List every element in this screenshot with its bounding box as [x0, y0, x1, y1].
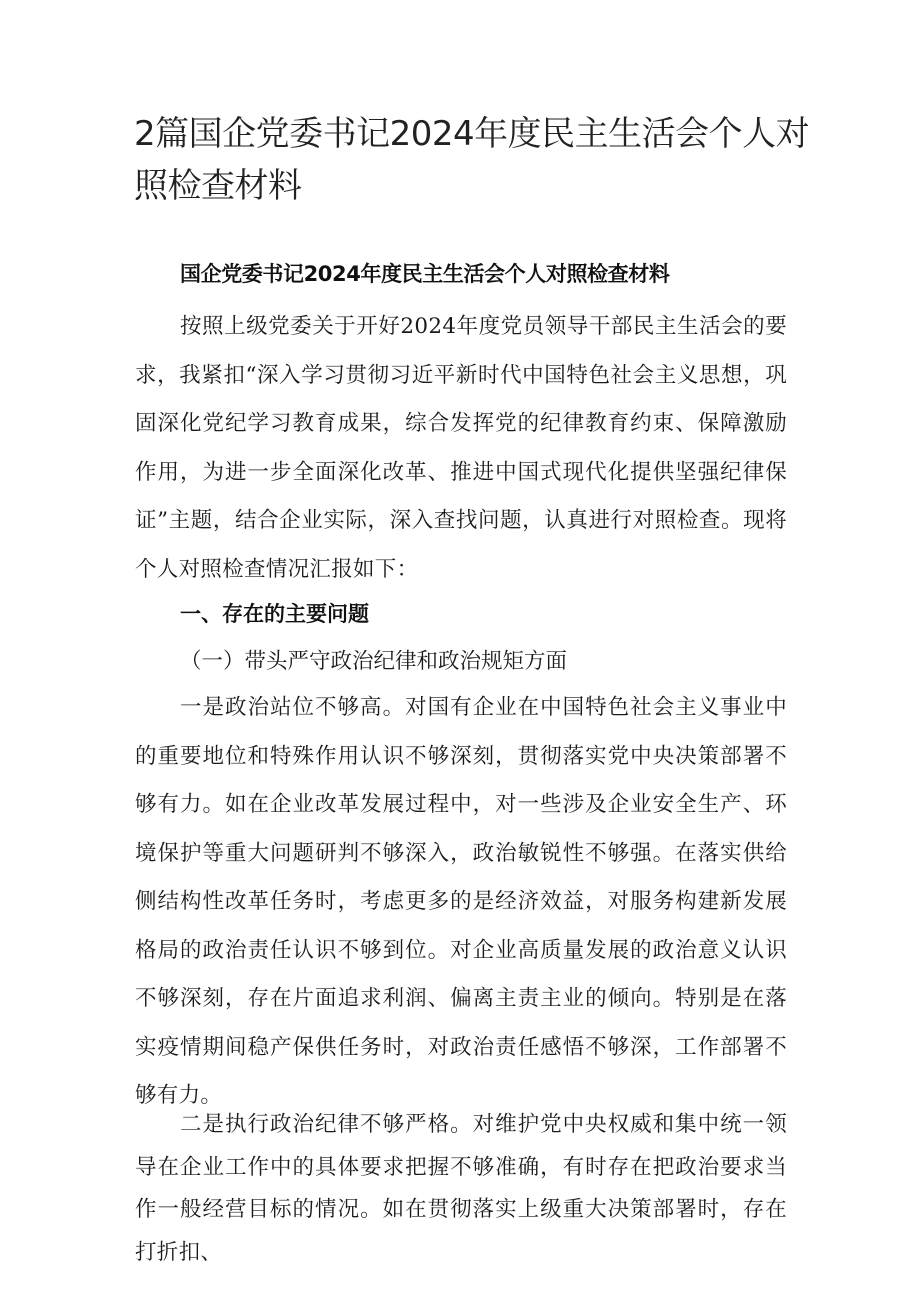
intro-paragraph: 按照上级党委关于开好2024年度党员领导干部民主生活会的要求，我紧扣“深入学习贯彻习近平新时代中国特色社会主义思想，巩固深化党纪学习教育成果，综合发挥党的纪律教育约束、保障激励作用，为进一步全面深化改革、推进中国式现代化提供坚强纪律保证”主题，结合企业实际，深入查找问题，认真进行对照检查。现将个人对照检查情况汇报如下： [135, 314, 787, 582]
main-title: 2篇国企党委书记2024年度民主生活会个人对照检查材料 [134, 114, 810, 206]
section-heading: 一、存在的主要问题 [180, 602, 369, 626]
document-title: 国企党委书记2024年度民主生活会个人对照检查材料 [180, 262, 670, 286]
body-paragraph-2: 二是执行政治纪律不够严格。对维护党中央权威和集中统一领导在企业工作中的具体要求把握不够准确，有时存在把政治要求当作一般经营目标的情况。如在贯彻落实上级重大决策部署时，存在打折扣、 [135, 1112, 787, 1265]
body-paragraph-1: 一是政治站位不够高。对国有企业在中国特色社会主义事业中的重要地位和特殊作用认识不够深刻，贯彻落实党中央决策部署不够有力。如在企业改革发展过程中，对一些涉及企业安全生产、环境保护等重大问题研判不够深入，政治敏锐性不够强。在落实供给侧结构性改革任务时，考虑更多的是经济效益，对服务构建新发展格局的政治责任认识不够到位。对企业高质量发展的政治意义认识不够深刻，存在片面追求利润、偏离主责主业的倾向。特别是在落实疫情期间稳产保供任务时，对政治责任感悟不够深，工作部署不够有力。 [135, 695, 787, 1108]
subsection-heading: （一）带头严守政治纪律和政治规矩方面 [180, 649, 568, 674]
